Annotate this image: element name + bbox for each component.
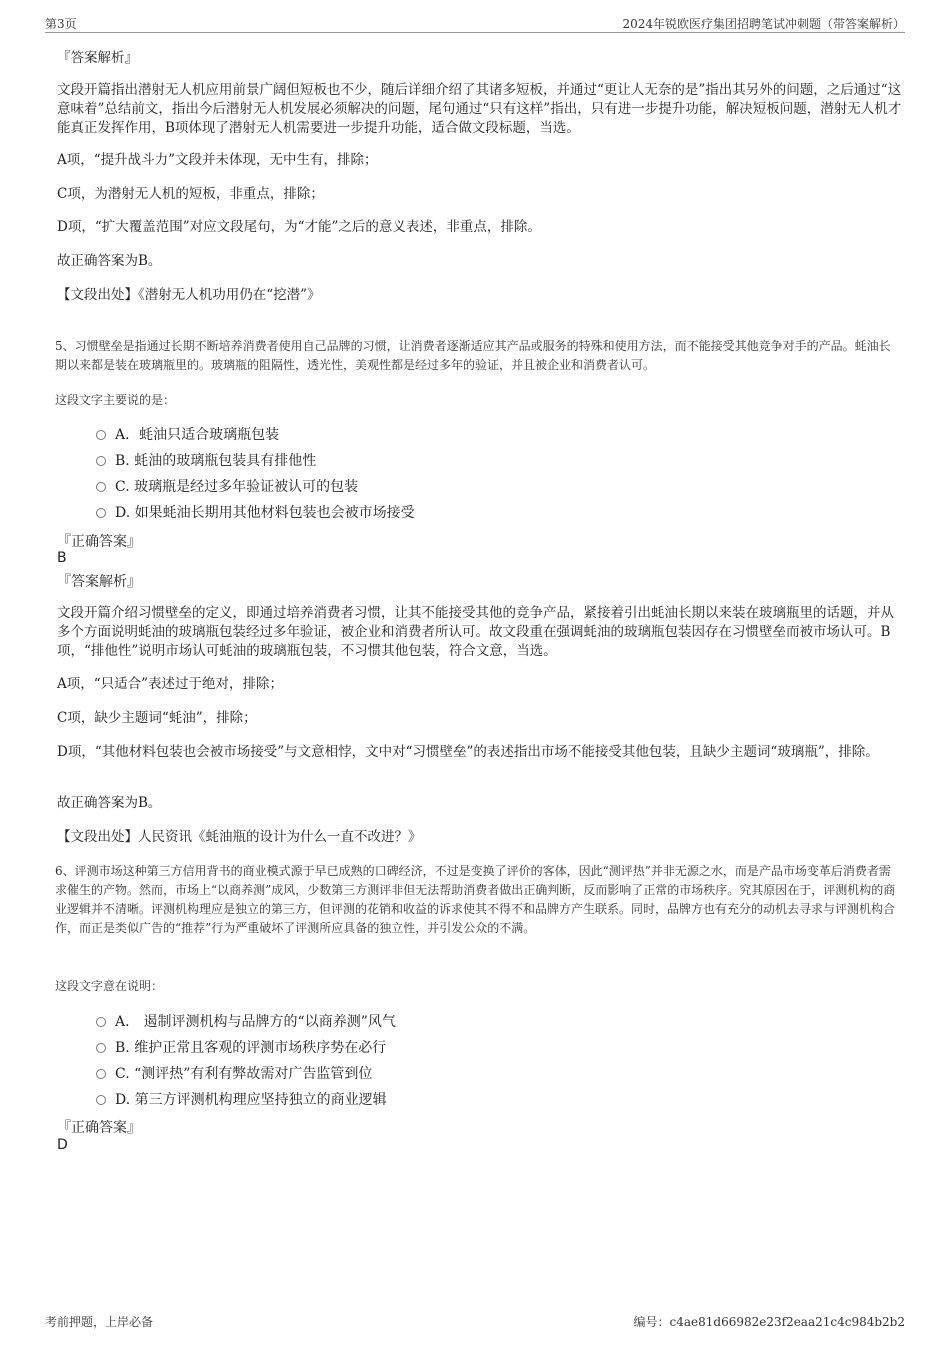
- q5-source: 【文段出处】人民资讯《蚝油瓶的设计为什么一直不改进？》: [57, 829, 422, 845]
- q6-option-c[interactable]: [96, 1064, 372, 1084]
- radio-icon[interactable]: [96, 1069, 106, 1079]
- radio-icon[interactable]: [96, 1017, 106, 1027]
- q4-option-c-note: C项，为潜射无人机的短板，非重点，排除；: [57, 186, 324, 202]
- document-title: 2024年锐欧医疗集团招聘笔试冲刺题（带答案解析）: [622, 17, 905, 31]
- page-header: [45, 14, 905, 33]
- q4-option-d-note: D项，“扩大覆盖范围”对应文段尾句，为“才能”之后的意义表述，非重点，排除。: [57, 219, 541, 235]
- q6-option-d-label: D. 第三方评测机构理应坚持独立的商业逻辑: [115, 1092, 387, 1108]
- q5-option-c-label: C. 玻璃瓶是经过多年验证被认可的包装: [115, 479, 359, 495]
- q6-option-c-label: C. “测评热”有利有弊故需对广告监管到位: [115, 1066, 373, 1082]
- radio-icon[interactable]: [96, 1095, 106, 1105]
- q6-answer-label: 『正确答案』: [57, 1120, 141, 1136]
- footer-slogan: 考前押题，上岸必备: [45, 1315, 154, 1329]
- q5-option-a-label: A．蚝油只适合玻璃瓶包装: [115, 427, 280, 443]
- page-number: 第3页: [45, 17, 77, 31]
- q6-option-b-label: B. 维护正常且客观的评测市场秩序势在必行: [115, 1040, 387, 1056]
- q4-conclusion: 故正确答案为B。: [57, 253, 162, 269]
- q5-option-d-note: D项，“其他材料包装也会被市场接受”与文意相悖，文中对“习惯壁垒”的表述指出市场不能接受其他包装，且缺少主题词“玻璃瓶”，排除。: [57, 744, 879, 760]
- q6-answer: D: [57, 1137, 68, 1153]
- q5-prompt: 这段文字主要说的是：: [55, 393, 176, 407]
- q6-stem: 6、评测市场这种第三方信用背书的商业模式源于早已成熟的口碑经济，不过是变换了评价的客体，因此“测评热”并非无源之水，而是产品市场变革后消费者需求催生的产物。然而，市场上“以商养测”成风，少数第三方测评非但无法帮助消费者做出正确判断，反而影响了正常的市场秩序。究其原因在于，评测机构的商业逻辑并不清晰。评测机构理应是独立的第三方，但评测的花销和收益的诉求使其不得不和品牌方产生联系。同时，品牌方也有充分的动机去寻求与评测机构合作，而正是类似广告的“推荐”行为严重破坏了评测所应具备的独立性，并引发公众的不满。: [55, 864, 896, 935]
- q5-conclusion: 故正确答案为B。: [57, 795, 162, 811]
- q4-option-a-note: A项，“提升战斗力”文段并未体现，无中生有，排除；: [57, 152, 378, 168]
- q6-option-d[interactable]: [96, 1090, 387, 1110]
- q5-analysis-text: 文段开篇介绍习惯壁垒的定义，即通过培养消费者习惯，让其不能接受其他的竞争产品，紧接着引出蚝油长期以来装在玻璃瓶里的话题，并从多个方面说明蚝油的玻璃瓶包装经过多年验证，被企业和消费者所认可。故文段重在强调蚝油的玻璃瓶包装因存在习惯壁垒而被市场认可。B项，“排他性”说明市场认可蚝油的玻璃瓶包装，不习惯其他包装，符合文意，当选。: [57, 605, 894, 659]
- q5-option-d-label: D. 如果蚝油长期用其他材料包装也会被市场接受: [115, 505, 415, 521]
- q4-analysis-text: 文段开篇指出潜射无人机应用前景广阔但短板也不少，随后详细介绍了其诸多短板，并通过“更让人无奈的是”指出其另外的问题，之后通过“这意味着”总结前文，指出今后潜射无人机发展必须解决的问题，尾句通过“只有这样”指出，只有进一步提升功能，解决短板问题，潜射无人机才能真正发挥作用，B项体现了潜射无人机需要进一步提升功能，适合做文段标题，当选。: [57, 82, 902, 136]
- q5-stem: 5、习惯壁垒是指通过长期不断培养消费者使用自己品牌的习惯，让消费者逐渐适应其产品或服务的特殊和使用方法，而不能接受其他竞争对手的产品。蚝油长期以来都是装在玻璃瓶里的。玻璃瓶的阻隔性，透光性，美观性都是经过多年的验证，并且被企业和消费者认可。: [55, 339, 891, 372]
- q4-analysis-label: 『答案解析』: [57, 50, 138, 66]
- q5-answer-label: 『正确答案』: [57, 534, 141, 550]
- q5-option-c[interactable]: [96, 477, 358, 497]
- q5-option-b-label: B. 蚝油的玻璃瓶包装具有排他性: [115, 453, 317, 469]
- document-id: 编号：c4ae81d66982e23f2eaa21c4c984b2b2: [633, 1315, 905, 1329]
- q6-prompt: 这段文字意在说明：: [55, 979, 164, 993]
- radio-icon[interactable]: [96, 508, 106, 518]
- q6-option-b[interactable]: [96, 1038, 386, 1058]
- q6-option-a[interactable]: [96, 1012, 396, 1032]
- q5-option-a[interactable]: [96, 425, 279, 445]
- q6-option-a-label: A． 遏制评测机构与品牌方的“以商养测”风气: [115, 1014, 396, 1030]
- radio-icon[interactable]: [96, 1043, 106, 1053]
- q5-option-b[interactable]: [96, 451, 316, 471]
- q5-answer: B: [57, 550, 67, 566]
- radio-icon[interactable]: [96, 482, 106, 492]
- radio-icon[interactable]: [96, 430, 106, 440]
- radio-icon[interactable]: [96, 456, 106, 466]
- q5-option-a-note: A项，“只适合”表述过于绝对，排除；: [57, 676, 284, 692]
- q5-option-c-note: C项，缺少主题词“蚝油”，排除；: [57, 710, 257, 726]
- q5-analysis-label: 『答案解析』: [57, 574, 141, 590]
- q5-option-d[interactable]: [96, 503, 415, 523]
- q4-source: 【文段出处】《潜射无人机功用仍在“挖潜”》: [57, 287, 321, 303]
